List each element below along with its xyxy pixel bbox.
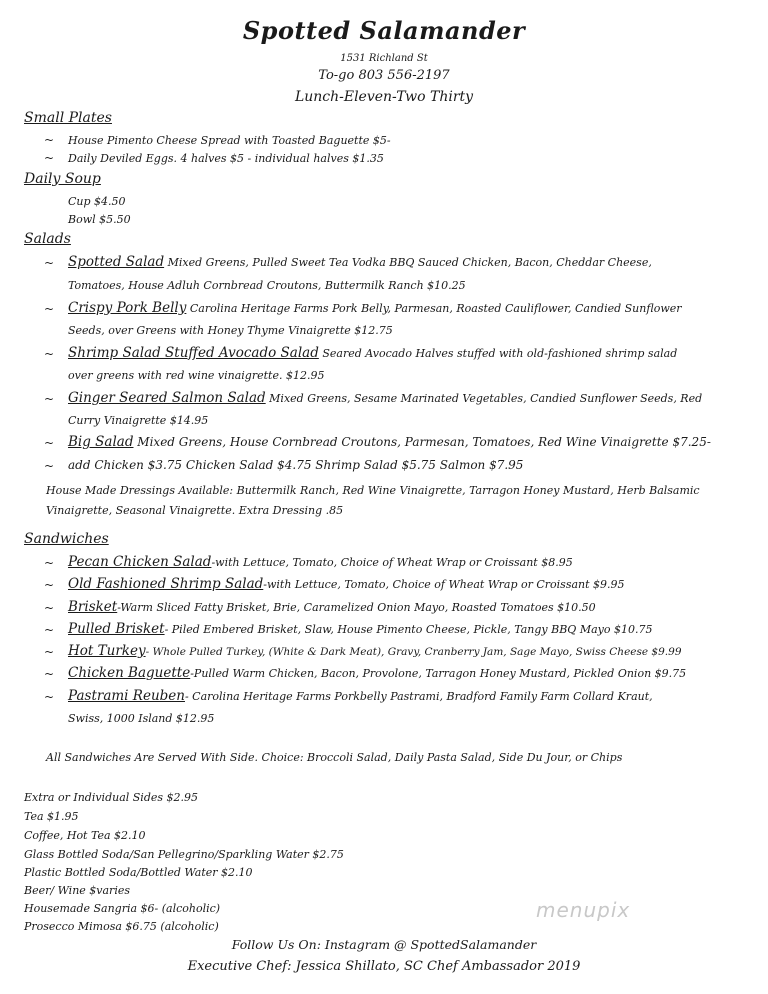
- item-name: Old Fashioned Shrimp Salad: [68, 576, 264, 592]
- item-desc: - Piled Embered Brisket, Slaw, House Pimento Cheese, Pickle, Tangy BBQ Mayo $10.75: [164, 623, 653, 636]
- sandwich-item: [68, 621, 652, 637]
- dressings-note: House Made Dressings Available: Buttermilk Ranch, Red Wine Vinaigrette, Tarragon Honey Mustard, Herb Balsamic: [46, 484, 700, 497]
- bullet: ~: [44, 556, 55, 570]
- extra-item: Housemade Sangria $6- (alcoholic): [24, 902, 221, 915]
- item-name: Ginger Seared Salmon Salad: [68, 390, 266, 406]
- bullet: ~: [44, 151, 55, 165]
- item-name: Brisket: [68, 599, 118, 615]
- footer-chef: Executive Chef: Jessica Shillato, SC Chef Ambassador 2019: [187, 959, 581, 974]
- item-name: Spotted Salad: [68, 254, 165, 270]
- section-daily-soup: Daily Soup: [24, 171, 101, 187]
- extra-item: Tea $1.95: [24, 810, 79, 823]
- item-name: Shrimp Salad Stuffed Avocado Salad: [68, 345, 319, 361]
- soup-item: Cup $4.50: [68, 195, 126, 208]
- item-name: Pastrami Reuben: [68, 688, 185, 704]
- salad-item: [68, 390, 702, 406]
- restaurant-address: 1531 Richland St: [340, 53, 428, 64]
- item-desc: Mixed Greens, Sesame Marinated Vegetables, Candied Sunflower Seeds, Red: [265, 392, 703, 405]
- small-plate-item: House Pimento Cheese Spread with Toasted Baguette $5-: [68, 134, 391, 147]
- item-desc: Seared Avocado Halves stuffed with old-fashioned shrimp salad: [318, 347, 678, 360]
- extra-item: Plastic Bottled Soda/Bottled Water $2.10: [24, 866, 253, 879]
- bullet: ~: [44, 302, 55, 316]
- item-desc: -Pulled Warm Chicken, Bacon, Provolone, Tarragon Honey Mustard, Pickled Onion $9.75: [190, 667, 687, 680]
- soup-item: Bowl $5.50: [68, 213, 131, 226]
- item-name: Pecan Chicken Salad: [68, 554, 212, 570]
- salad-item: [68, 434, 711, 450]
- salad-item: [68, 345, 677, 361]
- item-name: Big Salad: [68, 434, 134, 450]
- bullet: ~: [44, 392, 55, 406]
- salad-item: [68, 254, 652, 270]
- sandwich-item-cont: Swiss, 1000 Island $12.95: [68, 712, 215, 725]
- item-desc: Mixed Greens, House Cornbread Croutons, Parmesan, Tomatoes, Red Wine Vinaigrette $7.25-: [133, 435, 711, 449]
- item-desc: - Carolina Heritage Farms Porkbelly Pastrami, Bradford Family Farm Collard Kraut,: [184, 690, 653, 703]
- sandwich-item: [68, 665, 686, 681]
- section-sandwiches: Sandwiches: [24, 531, 109, 547]
- bullet: ~: [44, 578, 55, 592]
- salad-item-cont: Tomatoes, House Adluh Cornbread Croutons, Buttermilk Ranch $10.25: [68, 279, 466, 292]
- restaurant-title: Spotted Salamander: [242, 16, 526, 45]
- salad-item-cont: Curry Vinaigrette $14.95: [68, 414, 209, 427]
- sandwich-item: [68, 643, 682, 659]
- item-desc: -Warm Sliced Fatty Brisket, Brie, Caramelized Onion Mayo, Roasted Tomatoes $10.50: [117, 601, 596, 614]
- item-desc: -with Lettuce, Tomato, Choice of Wheat Wrap or Croissant $9.95: [263, 578, 625, 591]
- salad-item: [68, 300, 682, 316]
- extra-item: Extra or Individual Sides $2.95: [24, 791, 199, 804]
- small-plate-item: Daily Deviled Eggs. 4 halves $5 - individual halves $1.35: [68, 152, 384, 165]
- sandwich-item: [68, 599, 596, 615]
- sandwich-item: [68, 576, 625, 592]
- item-name: Crispy Pork Belly: [68, 300, 187, 316]
- sandwich-item: [68, 688, 653, 704]
- side-choice-note: All Sandwiches Are Served With Side. Choice: Broccoli Salad, Daily Pasta Salad, Side Du Jour, or Chips: [46, 751, 623, 764]
- item-name: Hot Turkey: [68, 643, 146, 659]
- bullet: ~: [44, 623, 55, 637]
- item-name: Pulled Brisket: [68, 621, 165, 637]
- item-desc: -with Lettuce, Tomato, Choice of Wheat Wrap or Croissant $8.95: [211, 556, 573, 569]
- item-desc: Carolina Heritage Farms Pork Belly, Parmesan, Roasted Cauliflower, Candied Sunflower: [186, 302, 682, 315]
- bullet: ~: [44, 690, 55, 704]
- extra-item: Prosecco Mimosa $6.75 (alcoholic): [24, 920, 219, 933]
- extra-item: Glass Bottled Soda/San Pellegrino/Sparkling Water $2.75: [24, 848, 344, 861]
- salad-item-cont: over greens with red wine vinaigrette. $12.95: [68, 369, 325, 382]
- section-small-plates: Small Plates: [24, 110, 112, 126]
- bullet: ~: [44, 256, 55, 270]
- bullet: ~: [44, 459, 55, 473]
- sandwich-item: [68, 554, 573, 570]
- dressings-note-cont: Vinaigrette, Seasonal Vinaigrette. Extra Dressing .85: [46, 504, 344, 517]
- item-desc: - Whole Pulled Turkey, (White & Dark Meat), Gravy, Cranberry Jam, Sage Mayo, Swiss Cheese $9.99: [145, 646, 682, 658]
- restaurant-phone: To-go 803 556-2197: [318, 68, 450, 83]
- extra-item: Beer/ Wine $varies: [24, 884, 130, 897]
- extra-item: Coffee, Hot Tea $2.10: [24, 829, 146, 842]
- salad-addons: add Chicken $3.75 Chicken Salad $4.75 Shrimp Salad $5.75 Salmon $7.95: [68, 458, 524, 472]
- section-salads: Salads: [24, 231, 71, 247]
- bullet: ~: [44, 347, 55, 361]
- item-name: Chicken Baguette: [68, 665, 191, 681]
- item-desc: Mixed Greens, Pulled Sweet Tea Vodka BBQ Sauced Chicken, Bacon, Cheddar Cheese,: [164, 256, 652, 269]
- bullet: ~: [44, 436, 55, 450]
- bullet: ~: [44, 133, 55, 147]
- salad-item-cont: Seeds, over Greens with Honey Thyme Vinaigrette $12.75: [68, 324, 393, 337]
- bullet: ~: [44, 645, 55, 659]
- bullet: ~: [44, 667, 55, 681]
- footer-social: Follow Us On: Instagram @ SpottedSalamander: [231, 937, 537, 952]
- bullet: ~: [44, 601, 55, 615]
- menupix-watermark: menupix: [536, 898, 631, 922]
- restaurant-hours: Lunch-Eleven-Two Thirty: [294, 89, 474, 105]
